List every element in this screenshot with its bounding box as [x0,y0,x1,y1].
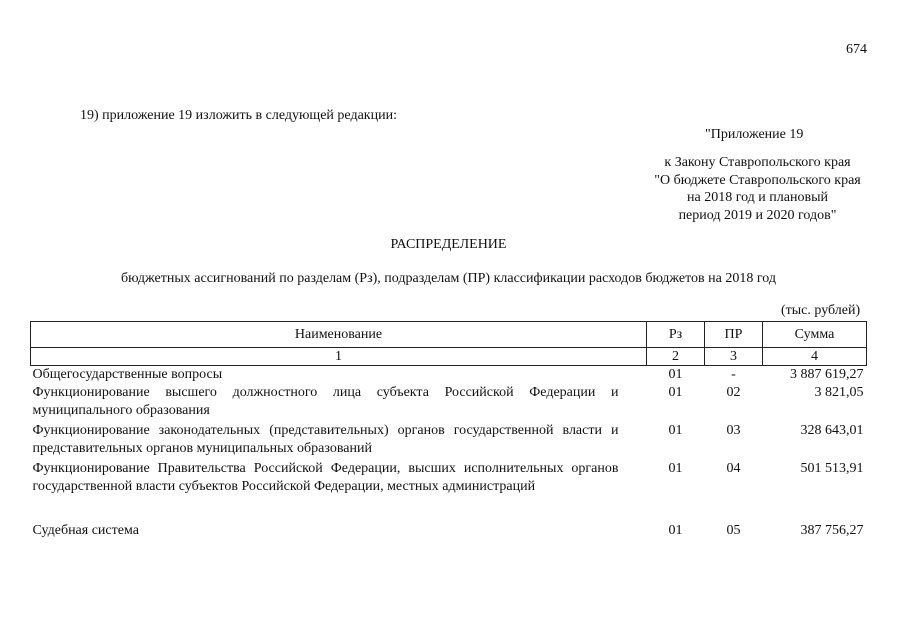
row-pr: 02 [726,385,741,400]
page-number: 674 [846,42,867,57]
row-sum: 3 821,05 [814,385,864,400]
document-heading: РАСПРЕДЕЛЕНИЕ [390,237,507,252]
appendix-reference-line: на 2018 год и плановый [686,190,828,205]
appendix-reference-line: к Закону Ставропольского края [664,155,851,170]
instruction-text: 19) приложение 19 изложить в следующей редакции: [80,108,397,123]
row-pr: 04 [726,461,741,476]
row-rz: 01 [668,367,683,382]
table-row [31,460,867,522]
header-name: Наименование [31,322,647,348]
appendix-reference-line: период 2019 и 2020 годов" [678,207,837,223]
row-name: Функционирование Правительства Российской Федерации, высших исполнительных органов государственной власти субъектов Российской Федерации, местных администраций [32,461,619,494]
column-number: 3 [705,348,763,366]
column-number: 2 [647,348,705,366]
row-pr: 05 [726,523,741,538]
row-name: Судебная система [32,523,139,538]
row-name: Общегосударственные вопросы [32,367,223,382]
row-sum: 3 887 619,27 [790,367,864,382]
table-header-row [31,322,867,348]
budget-table [30,321,867,540]
row-sum: 328 643,01 [800,423,864,438]
header-sum: Сумма [763,322,867,348]
row-rz: 01 [668,523,683,538]
appendix-reference-line: "О бюджете Ставропольского края [654,172,861,188]
table-row [31,384,867,422]
table-row [31,366,867,385]
row-rz: 01 [668,461,683,476]
row-name: Функционирование законодательных (представительных) органов государственной власти и представительных органов муниципальных образований [32,423,619,456]
table-row [31,522,867,540]
row-pr: - [731,367,736,382]
header-pr: ПР [705,322,763,348]
document-subheading: бюджетных ассигнований по разделам (Рз), подразделам (ПР) классификации расходов бюджетов на 2018 год [121,271,776,286]
row-sum: 501 513,91 [800,461,864,476]
column-number: 1 [31,348,647,366]
table-numbering-row [31,348,867,366]
row-rz: 01 [668,423,683,438]
table-row [31,422,867,460]
column-number: 4 [763,348,867,366]
row-name: Функционирование высшего должностного лица субъекта Российской Федерации и муниципального образования [32,385,619,418]
appendix-title: "Приложение 19 [705,127,804,142]
appendix-reference [640,154,875,224]
row-sum: 387 756,27 [800,523,864,538]
header-rz: Рз [647,322,705,348]
row-pr: 03 [726,423,741,438]
units-note: (тыс. рублей) [781,303,861,318]
row-rz: 01 [668,385,683,400]
